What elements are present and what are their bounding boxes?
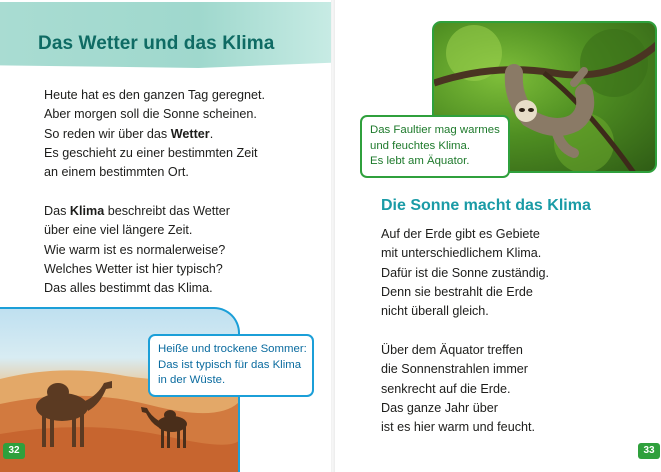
text-line: Das ganze Jahr über bbox=[381, 400, 498, 415]
keyword-wetter: Wetter bbox=[170, 126, 210, 141]
sloth-caption bbox=[360, 115, 510, 178]
text-line: Heute hat es den ganzen Tag geregnet. bbox=[44, 88, 266, 102]
text-line: ist es hier warm und feucht. bbox=[381, 420, 535, 435]
intro-paragraph bbox=[44, 86, 265, 182]
text-line: an einem bestimmten Ort. bbox=[44, 165, 189, 180]
page-title: Das Wetter und das Klima bbox=[38, 33, 275, 54]
text-line: Aber morgen soll die Sonne scheinen. bbox=[44, 107, 257, 122]
caption-line: und feuchtes Klima. bbox=[370, 139, 471, 152]
page-number-right: 33 bbox=[638, 443, 660, 459]
text-line: über eine viel längere Zeit. bbox=[44, 223, 193, 238]
text-line: Das Klima beschreibt das Wetter bbox=[44, 204, 230, 218]
text-line: Auf der Erde gibt es Gebiete bbox=[381, 227, 540, 241]
caption-line: Das Faultier mag warmes bbox=[370, 124, 500, 136]
text-line: die Sonnenstrahlen immer bbox=[381, 362, 529, 377]
caption-line: Heiße und trockene Sommer: bbox=[158, 343, 307, 355]
text-line: senkrecht auf die Erde. bbox=[381, 381, 511, 396]
sun-paragraph bbox=[381, 225, 549, 321]
text-line: Wie warm ist es normalerweise? bbox=[44, 242, 226, 257]
text-line: mit unterschiedlichem Klima. bbox=[381, 246, 542, 261]
text-line: Dafür ist die Sonne zuständig. bbox=[381, 265, 550, 280]
section-heading: Die Sonne macht das Klima bbox=[381, 197, 591, 214]
text-line: So reden wir über das Wetter. bbox=[44, 126, 214, 141]
desert-caption bbox=[148, 334, 314, 397]
caption-line: Es lebt am Äquator. bbox=[370, 155, 470, 167]
text-line: Denn sie bestrahlt die Erde bbox=[381, 284, 533, 299]
text-line: Das alles bestimmt das Klima. bbox=[44, 281, 213, 296]
equator-paragraph bbox=[381, 341, 535, 437]
text-line: Es geschieht zu einer bestimmten Zeit bbox=[44, 145, 258, 160]
keyword-klima: Klima bbox=[69, 204, 105, 218]
text-line: Welches Wetter ist hier typisch? bbox=[44, 261, 223, 276]
caption-line: Das ist typisch für das Klima bbox=[158, 358, 302, 371]
climate-paragraph bbox=[44, 202, 230, 298]
caption-line: in der Wüste. bbox=[158, 374, 226, 386]
page-number-left: 32 bbox=[3, 443, 25, 459]
text-line: nicht überall gleich. bbox=[381, 304, 489, 319]
text-line: Über dem Äquator treffen bbox=[381, 343, 523, 357]
